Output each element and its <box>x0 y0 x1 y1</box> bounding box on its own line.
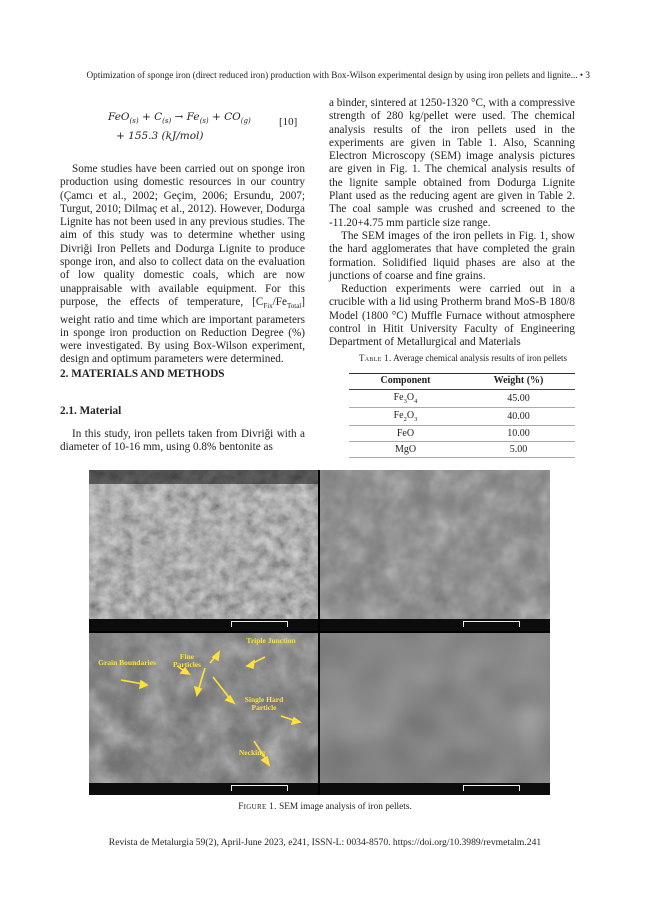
right-paragraph-3: Reduction experiments were carried out in a crucible with a lid using Protherm brand MoS-B 180/8 Model (1800 °C) Muffle Furnace without atmosphere control in Hitit University Faculty of Engineering Department of Metallurgical and Materials <box>329 283 575 349</box>
page-footer: Revista de Metalurgia 59(2), April-June 2023, e241, ISSN-L: 0034-8570. https://doi.org/10.3989/revmetalm.241 <box>108 837 542 848</box>
right-paragraph-1: a binder, sintered at 1250-1320 °C, with a compressive strength of 280 kg/pellet were used. The chemical analysis results of the iron pellets used in the experiments are given in Table 1. Also, Scanning Electron Microscopy (SEM) image analysis pictures are given in Fig. 1. The chemical analysis results of the lignite sample obtained from Dodurga Lignite Plant used as the reducing agent are given in Table 2. The coal sample was crushed and screened to the -11.20+4.75 mm particle size range. <box>329 97 575 229</box>
sem-panel-top-left <box>89 470 318 631</box>
table-row <box>349 442 575 458</box>
section-heading: 2. MATERIALS AND METHODS <box>60 368 225 380</box>
sem-figure <box>89 470 550 795</box>
column-header: Weight (%) <box>462 374 575 390</box>
table-row <box>349 426 575 442</box>
weight-cell: 10.00 <box>462 426 575 442</box>
weight-cell: 5.00 <box>462 442 575 458</box>
figure-caption: Figure 1. SEM image analysis of iron pellets. <box>238 802 412 812</box>
column-header: Component <box>349 374 462 390</box>
equation-number: [10] <box>279 116 298 128</box>
sem-info-bar <box>89 783 318 795</box>
right-paragraph-2: The SEM images of the iron pellets in Fig. 1, show the hard agglomerates that have completed the grain formation. Solidified liquid phases are also at the junctions of coarse and fine grains. <box>329 229 575 282</box>
material-paragraph: In this study, iron pellets taken from Divriği with a diameter of 10-16 mm, using 0.8% bentonite as <box>60 428 305 454</box>
scale-bar <box>231 785 288 791</box>
scale-bar <box>463 621 520 627</box>
sem-panel-top-right <box>320 470 550 631</box>
table-caption: Table 1. Average chemical analysis results of iron pellets <box>358 353 568 363</box>
annotation-single-hard-particle: Single Hard Particle <box>244 695 284 712</box>
weight-cell: 45.00 <box>462 390 575 408</box>
component-cell: $Fe_2O_3$ <box>349 408 462 426</box>
weight-cell: 40.00 <box>462 408 575 426</box>
subsection-heading: 2.1. Material <box>60 405 122 417</box>
component-cell: MgO <box>349 442 462 458</box>
scale-bar <box>463 785 520 791</box>
sem-info-bar <box>320 783 550 795</box>
intro-paragraph: Some studies have been carried out on sponge iron production using domestic resources in our country (Çamcı et al., 2002; Geçim, 2006; Ersundu, 2007; Turgut, 2010; Dilmaç et al., 2012). However, Dodurga Lignite has not been used in any previous studies. The aim of this study was to determine whether using Divriği Iron Pellets and Dodurga Lignite to produce sponge iron, and also to collect data on the evaluation of low quality domestic coals, which are now unappraisable with available equipment. For this purpose, the effects of temperature, $[C_{Fix}/Fe_{Total}]$ weight ratio and time which are important parameters in sponge iron production on Reduction Degree (%) were investigated. By using Box-Wilson experiment, design and optimum parameters were determined. <box>60 163 305 366</box>
chemical-table <box>349 373 575 458</box>
annotation-necking: Necking <box>238 748 266 757</box>
component-cell: $Fe_3O_4$ <box>349 390 462 408</box>
running-header: Optimization of sponge iron (direct reduced iron) production with Box-Wilson experimental design by using iron pellets and lignite... • 3 <box>86 70 590 80</box>
scale-bar <box>231 621 288 627</box>
annotation-fine-particles: Fine Particles <box>173 652 201 669</box>
sem-info-bar <box>89 619 318 631</box>
table-row <box>349 408 575 426</box>
table-row <box>349 390 575 408</box>
equation-line-1: $FeO_{(s)} + C_{(s)} \to Fe_{(s)} + CO_{(g)}$ <box>108 111 251 126</box>
material-paragraph-container <box>60 428 305 455</box>
sem-info-bar <box>320 619 550 631</box>
annotation-triple-junction: Triple Junction <box>246 636 296 645</box>
equation-line-2: + 155.3 (kJ/mol) <box>116 130 204 143</box>
left-column <box>60 163 305 367</box>
sem-panel-bottom-right <box>320 633 550 795</box>
equation <box>108 110 251 144</box>
right-column <box>329 97 575 350</box>
component-cell: FeO <box>349 426 462 442</box>
sem-panel-bottom-left <box>89 633 318 795</box>
annotation-grain-boundaries: Grain Boundaries <box>98 658 156 667</box>
